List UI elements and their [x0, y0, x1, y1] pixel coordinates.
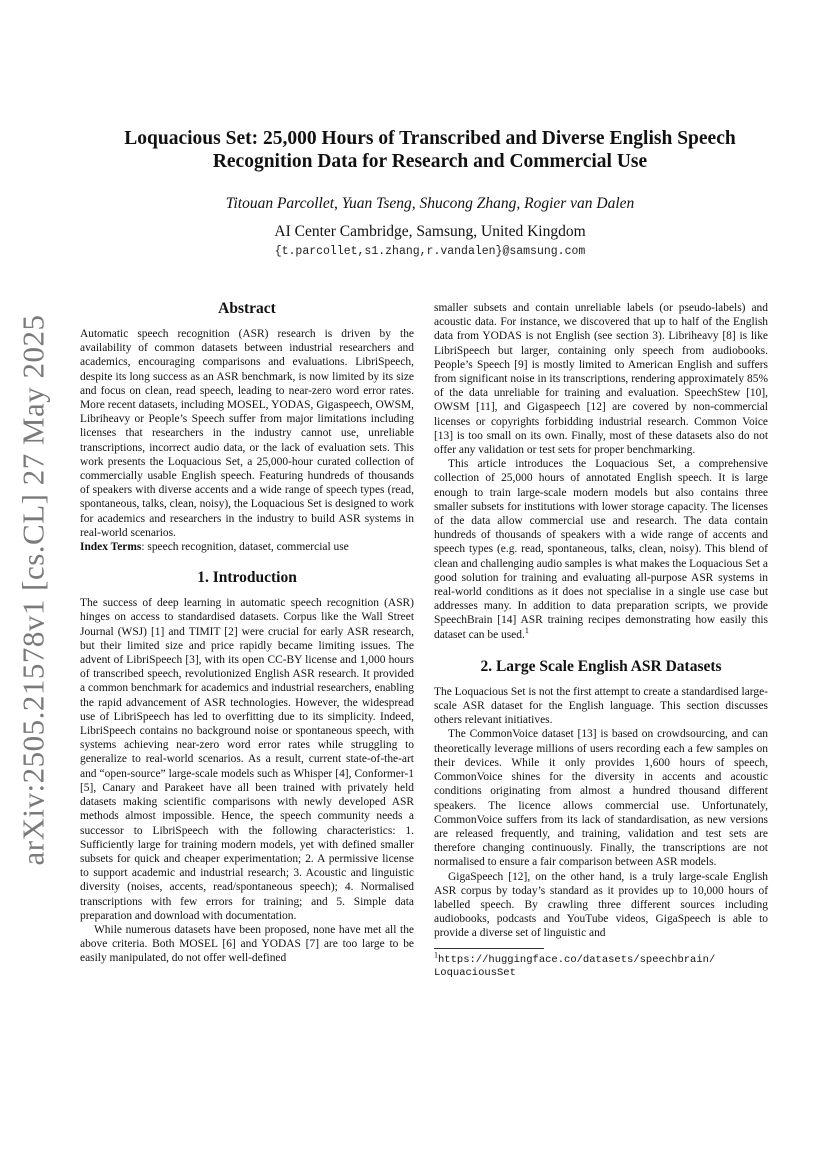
related-paragraph-continued: smaller subsets and contain unreliable labels (or pseudo-labels) and acoustic data. For instance, we discovered that up to half of the English data from YODAS is not English (see section 3). Libriheavy [8] is like LibriSpeech but larger, containing only speech from audiobooks. People’s Speech [9] is mostly limited to American English and suffers from significant noise in its transcriptions, rendering approximately 85% of the data unreliable for training and evaluation. SpeechStew [10], OWSM [11], and Gigaspeech [12] are covered by non-commercial licenses or copyrights forbidding industrial research. Common Voice [13] is too small on its own. Finally, most of these datasets also do not offer any validation or test sets for proper benchmarking.	[434, 302, 768, 457]
gigaspeech-paragraph: GigaSpeech [12], on the other hand, is a truly large-scale English ASR corpus by today’s standard as it provides up to 10,000 hours of labelled speech. By crawling three different sources including audiobooks, podcasts and YouTube videos, GigaSpeech is able to provide a diverse set of linguistic and	[434, 870, 768, 940]
footnote-number: 1	[434, 950, 438, 960]
introduction-heading: 1. Introduction	[197, 569, 297, 587]
affiliation: AI Center Cambridge, Samsung, United Kingdom	[274, 223, 586, 240]
article-intro-paragraph	[434, 457, 768, 642]
commonvoice-paragraph: The CommonVoice dataset [13] is based on crowdsourcing, and can theoretically leverage millions of users recording each a few samples on their devices. While it only provides 1,600 hours of speech, CommonVoice shines for the diversity in accents and acoustic conditions originating from almost a hundred thousand different speakers. The licence allows commercial use. Unfortunately, CommonVoice suffers from its lack of standardisation, as new versions are released frequently, and training, validation and test sets are therefore changing continuously. Finally, the transcriptions are not normalised to ensure a fair comparison between ASR models.	[434, 728, 768, 869]
paper-title-line-1: Loquacious Set: 25,000 Hours of Transcribed and Diverse English Speech	[124, 128, 736, 149]
arxiv-identifier-text: arXiv:2505.21578v1 [cs.CL] 27 May 2025	[16, 314, 52, 866]
index-terms-label: Index Terms	[80, 541, 142, 554]
index-terms-list: : speech recognition, dataset, commercial use	[141, 541, 349, 554]
arxiv-identifier-stamp	[12, 314, 56, 866]
intro-paragraph-1: The success of deep learning in automatic speech recognition (ASR) hinges on access to standardised datasets. Corpus like the Wall Street Journal (WSJ) [1] and TIMIT [2] were crucial for early ASR research, but their limited size and price rapidly became limiting issues. The advent of LibriSpeech [3], with its open CC-BY license and 1,000 hours of transcribed speech, revolutionized English ASR research. It provided a common benchmark for academics and industrial researchers, enabling the rapid advancement of ASR technologies. However, the widespread use of LibriSpeech has led to overfitting due to its simplicity. Indeed, LibriSpeech contains no background noise or spontaneous speech, with systems achieving near-zero word error rates while struggling to generalize to real-world scenarios. As a result, current state-of-the-art and “open-source” large-scale models such as Whisper [4], Conformer-1 [5], Canary and Parakeet have all been trained with privately held datasets making scientific comparisons with newly developed ASR methods almost impossible. Hence, the speech community needs a successor to LibriSpeech with the following characteristics: 1. Sufficiently large for training modern models, yet with defined smaller subsets for quick and cheaper experimentation; 2. A permissive license to support academic and industrial research; 3. Acoustic and linguistic diversity (noises, accents, read/spontaneous speech); 4. Normalised transcriptions with few errors for training; and 5. Simple data preparation and download with documentation.	[80, 597, 414, 922]
paper-title-line-2: Recognition Data for Research and Commercial Use	[212, 151, 648, 172]
author-emails: {t.parcollet,s1.zhang,r.vandalen}@samsung.com	[274, 245, 586, 258]
footnote-rule	[434, 948, 544, 949]
right-column	[434, 301, 768, 980]
abstract-heading: Abstract	[218, 300, 276, 317]
footnote	[434, 950, 768, 980]
paper-header	[80, 127, 780, 258]
section-2-paragraph-1: The Loquacious Set is not the first attempt to create a standardised large-scale ASR dataset for the English language. This section discusses others relevant initiatives.	[434, 685, 768, 727]
footnote-url[interactable]: https://huggingface.co/datasets/speechbrain/ LoquaciousSet	[434, 953, 716, 979]
left-column	[80, 300, 414, 966]
author-list: Titouan Parcollet, Yuan Tseng, Shucong Zhang, Rogier van Dalen	[225, 195, 635, 212]
section-2-heading: 2. Large Scale English ASR Datasets	[480, 657, 722, 675]
index-terms	[80, 540, 414, 554]
abstract-text: Automatic speech recognition (ASR) research is driven by the availability of common datasets between industrial researchers and academics, encouraging comparisons and evaluations. LibriSpeech, despite its long success as an ASR benchmark, is now limited by its size and focus on clean, read speech, leading to near-zero word error rates. More recent datasets, including MOSEL, YODAS, Gigaspeech, OWSM, Libriheavy or People’s Speech suffer from major limitations including licenses that researchers in the industry cannot use, unreliable transcriptions, incorrect audio data, or the lack of evaluation sets. This work presents the Loquacious Set, a 25,000-hour curated collection of commercially usable English speech. Featuring hundreds of thousands of speakers with diverse accents and a wide range of speech types (read, spontaneous, talks, clean, noisy), the Loquacious Set is designed to work for academics and researchers in the industry to build ASR systems in real-world scenarios.	[80, 328, 414, 539]
intro-paragraph-2: While numerous datasets have been proposed, none have met all the above criteria. Both MOSEL [6] and YODAS [7] are too large to be easily manipulated, do not offer well-defined	[80, 923, 414, 965]
footnote-marker: 1	[524, 625, 529, 635]
article-intro-text: This article introduces the Loquacious Set, a comprehensive collection of 25,000 hours of annotated English speech. It is large enough to train large-scale modern models but also contains three smaller subsets for institutions with lower storage capacity. The licenses of the data allow commercial use and research. The data contain hundreds of thousands of speakers with a wide range of accents and speech types (e.g. read, spontaneous, talks, clean, noisy). This blend of clean and challenging audio samples is what makes the Loquacious Set a good solution for training and evaluating all-purpose ASR systems in real-world conditions as it does not specialise in a single use case but addresses many. In addition to data preparation scripts, we provide SpeechBrain [14] ASR training recipes demonstrating how easily this dataset can be used.	[434, 458, 768, 641]
paper-title	[80, 127, 780, 173]
